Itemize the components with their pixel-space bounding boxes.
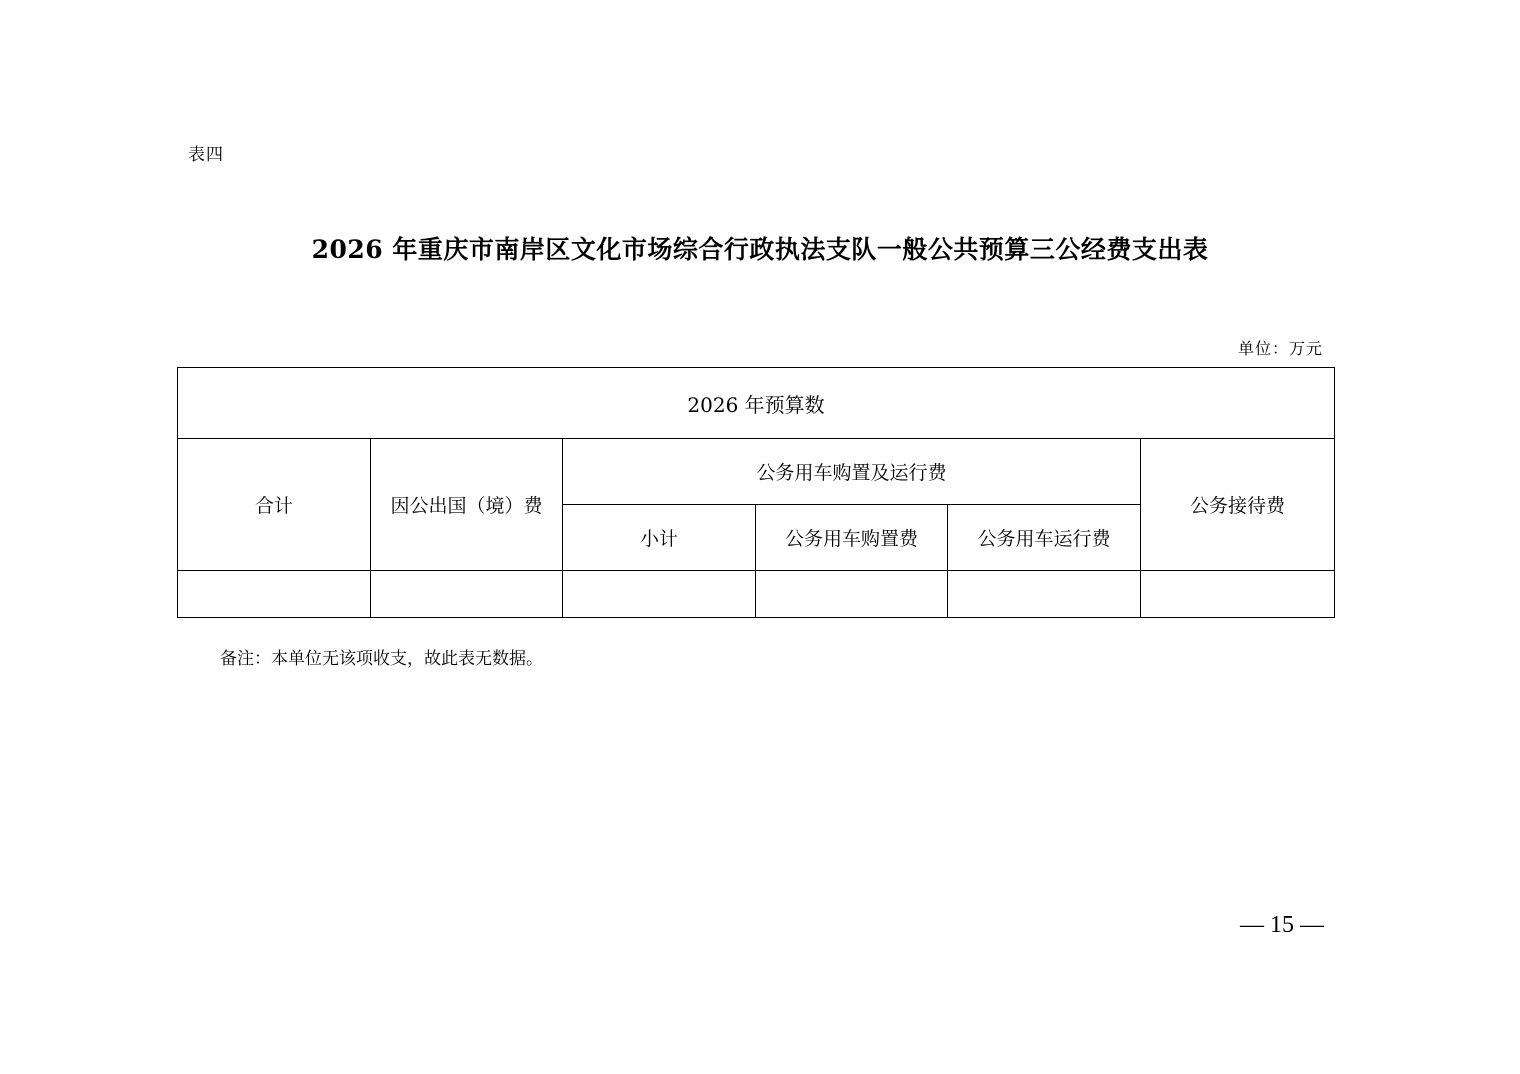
remark-note: 备注：本单位无该项收支，故此表无数据。 bbox=[220, 649, 543, 669]
page-number: — 15 — bbox=[1240, 912, 1324, 938]
table-cell bbox=[756, 571, 948, 618]
column-header-vehicle-group: 公务用车购置及运行费 bbox=[563, 439, 1141, 505]
table-cell bbox=[178, 571, 371, 618]
table-cell bbox=[563, 571, 756, 618]
table-cell bbox=[1141, 571, 1335, 618]
column-header-vehicle-purchase: 公务用车购置费 bbox=[756, 505, 948, 571]
table-row bbox=[178, 571, 1335, 618]
table-label: 表四 bbox=[188, 145, 224, 165]
document-title: 2026 年重庆市南岸区文化市场综合行政执法支队一般公共预算三公经费支出表 bbox=[311, 235, 1209, 264]
column-header-overseas: 因公出国（境）费 bbox=[371, 439, 563, 571]
budget-table bbox=[177, 367, 1335, 618]
unit-label: 单位：万元 bbox=[1237, 339, 1323, 358]
table-cell bbox=[948, 571, 1141, 618]
table-cell bbox=[371, 571, 563, 618]
year-budget-header: 2026 年预算数 bbox=[178, 368, 1335, 439]
table-header-row-year bbox=[178, 368, 1335, 439]
column-header-reception: 公务接待费 bbox=[1141, 439, 1335, 571]
column-header-total: 合计 bbox=[178, 439, 371, 571]
column-header-subtotal: 小计 bbox=[563, 505, 756, 571]
table-header-row-main bbox=[178, 439, 1335, 505]
column-header-vehicle-operation: 公务用车运行费 bbox=[948, 505, 1141, 571]
